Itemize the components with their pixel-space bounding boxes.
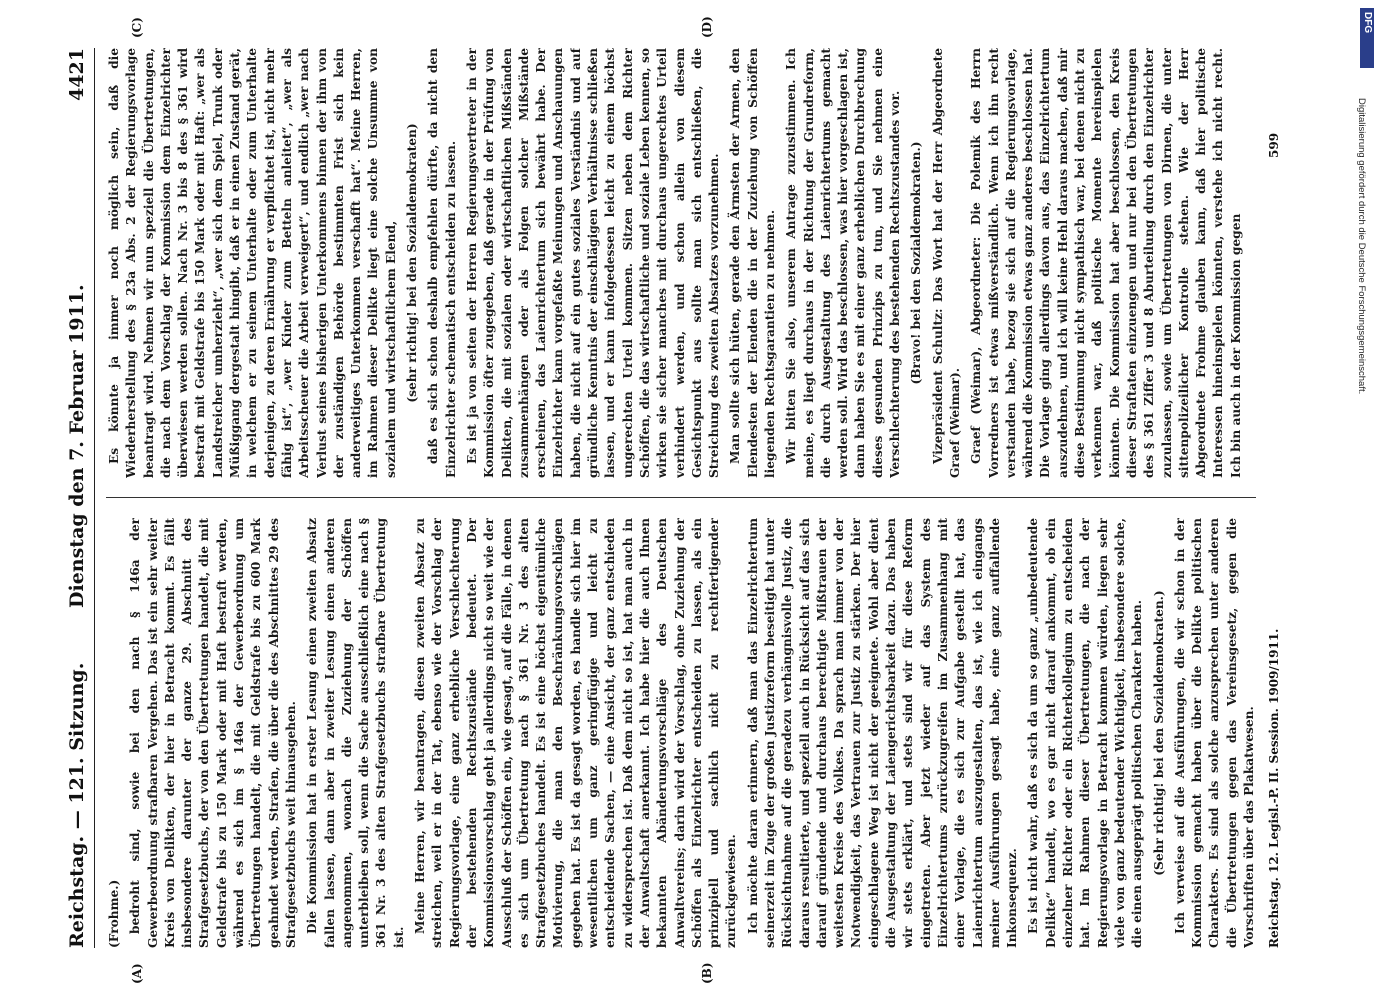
paragraph: Es ist nicht wahr, daß es sich da um so ganz „unbedeutende Delikte“ handelt, wo es gar nicht darauf ankommt, ob ein einzelner Richter oder ein Richterkollegium zu entscheiden hat. Im Rahmen dieser Übertretungen, die nach der Regierungsvorlage in Betracht kommen würden, liegen sehr viele von ganz bedeutender Wichtigkeit, insbesondere solche, die einen ausgeprägt politischen Charakter haben. — [1026, 518, 1145, 948]
paragraph: Es könnte ja immer noch möglich sein, daß die Wiederherstellung des § 23a Abs. 2 der Regierungsvorlage beantragt wird. Nehmen wir nun speziell die Übertretungen, die nach dem Vorschlag der Kommission dem Einzelrichter überwiesen werden sollen. Nach Nr. 3 bis 8 des § 361 wird bestraft mit Geldstrafe bis 150 Mark oder mit Haft: „wer als Landstreicher umherzieht“, „wer sich dem Spiel, Trunk oder Müßiggang dergestalt hingibt, daß er in einen Zustand gerät, in welchem er zu seinem Unterhalte oder zum Unterhalte derjenigen, zu deren Ernährung er verpflichtet ist, nicht mehr fähig ist“, „wer Kinder zum Betteln anleitet“, „wer als Arbeitsscheuer die Arbeit verweigert“, und endlich „wer nach Verlust seines bisherigen Unterkommens binnen der ihm von der zuständigen Behörde bestimmten Frist sich kein anderweitiges Unterkommen verschafft hat“. Meine Herren, im Rahmen dieser Delikte liegt eine solche Unsumme von sozialem und wirtschaftlichem Elend, — [107, 48, 398, 478]
margin-mark-b: (B) — [700, 962, 714, 984]
footer-session: Reichstag. 12. Legisl.-P. II. Session. 1909/1911. — [1267, 628, 1281, 948]
paragraph: bedroht sind, sowie bei den nach § 146a der Gewerbeordnung strafbaren Vergehen. Das ist ein sehr weiter Kreis von Delikten, der hier in Betracht kommt. Es fällt insbesondere darunter der ganze 29. Abschnitt des Strafgesetzbuchs, der von den Übertretungen handelt, die mit Geldstrafe bis zu 150 Mark oder mit Haft bestraft werden, während es sich im § 146a der Gewerbeordnung um Übertretungen handelt, die mit Geldstrafe bis zu 600 Mark geahndet werden, Strafen, die über die des Abschnittes 29 des Strafgesetzbuchs weit hinausgehen. — [128, 518, 298, 948]
header-date: Dienstag den 7. Februar 1911. — [66, 284, 88, 608]
paragraph: Graef (Weimar), Abgeordneter: Die Polemik des Herrn Vorredners ist etwas mißverständlich. Wenn ich ihn recht verstanden habe, bezog sie sich auf die Regierungsvorlage, während die Kommission etwas ganz anderes beschlossen hat. Die Vorlage ging allerdings davon aus, das Einzelrichtertum auszudehnen, und ich will keine Hehl daraus machen, daß mir diese Bestimmung nicht sympathisch war, bei denen nicht zu verkennen war, daß politische Momente hereinspielen könnten. Die Kommission hat aber beschlossen, den Kreis dieser Straftaten einzuengen und nur bei den Übertretungen des § 361 Ziffer 3 und 8 Aburteilung durch den Einzelrichter zuzulassen, sowie um Übertretungen von Dirnen, die unter sittenpolizeilicher Kontrolle stehen. Wie der Herr Abgeordnete Frohme glauben kann, daß hier politische Interessen hineinspielen könnten, verstehe ich nicht recht. Ich bin auch in der Kommission gegen — [969, 48, 1243, 478]
paragraph: Ich verweise auf die Ausführungen, die wir schon in der Kommission gemacht haben über die Delikte politischen Charakters. Es sind als solche anzusprechen unter anderen die Übertretungen gegen das Vereinsgesetz, gegen die Vorschriften über das Plakatwesen. — [1172, 518, 1256, 948]
digitization-notice-text: Digitalisierung gefördert durch die Deutsche Forschungsgemeinschaft. — [1356, 98, 1367, 395]
page-footer — [1263, 48, 1293, 948]
paragraph: (Sehr richtig! bei den Sozialdemokraten.) — [1151, 590, 1166, 876]
page-number: 4421 — [66, 48, 88, 101]
footer-number: 599 — [1267, 132, 1281, 158]
margin-mark-a: (A) — [130, 963, 144, 984]
paragraph: daß es sich schon deshalb empfehlen dürfte, da nicht den Einzelrichter schematisch entscheiden zu lassen. — [426, 48, 458, 478]
right-column — [106, 48, 1256, 478]
column-divider — [106, 497, 1256, 498]
paragraph: Wir bitten Sie also, unserem Antrage zuzustimmen. Ich meine, es liegt durchaus in der Richtung der Grundreform, die durch Ausgestaltung des Laienrichtertums gemacht werden soll. Wird das beschlossen, was hier vorgeschlagen ist, dann haben Sie es mit einer ganz erheblichen Durchbrechung dieses gesunden Prinzips zu tun, und Sie nehmen eine Verschlechterung des bestehenden Rechtszustandes vor. — [784, 48, 903, 478]
digitization-notice — [1356, 8, 1378, 988]
header-rule — [94, 48, 95, 948]
paragraph: Es ist ja von seiten der Herren Regierungsvertreter in der Kommission öfter zugegeben, daß gerade in der Prüfung von Delikten, die mit sozialen oder wirtschaftlichen Mißständen zusammenhängen oder als Folgen solcher Mißstände erscheinen, das Laienrichtertum sich bewährt habe. Der Einzelrichter kann vorgefaßte Meinungen und Anschauungen haben, die nicht auf ein gutes soziales Verständnis und auf gründliche Kenntnis der einschlägigen Verhältnisse schließen lassen, und er kann infolgedessen leicht zu einem höchst ungerechten Urteil kommen. Sitzen neben dem Richter Schöffen, die das wirtschaftliche und soziale Leben kennen, so wirken sie sicher manches mit durchaus ungerechtes Urteil verhindert werden, und schon allein von diesem Gesichtspunkt aus sollte man sich entschließen, die Streichung des zweiten Absatzes vorzunehmen. — [464, 48, 722, 478]
paragraph: (sehr richtig! bei den Sozialdemokraten) — [405, 123, 420, 403]
paragraph: (Bravo! bei den Sozialdemokraten.) — [909, 141, 924, 385]
margin-mark-c: (C) — [130, 17, 144, 38]
paragraph: Man sollte sich hüten, gerade den Ärmsten der Armen, den Elendesten der Elenden die in der Zuziehung von Schöffen liegenden Rechtsgarantien zu nehmen. — [728, 48, 777, 478]
paragraph: (Frohme.) — [107, 879, 121, 948]
paragraph: Ich möchte daran erinnern, daß man das Einzelrichtertum seinerzeit im Zuge der großen Justizreform beseitigt hat unter Rücksichtnahme auf die geradezu verhängnisvolle Justiz, die daraus resultierte, und speziell auch in Rücksicht auf das sich darauf gründende und durchaus berechtigte Mißtrauen der weitesten Kreise des Volkes. Da sprach man immer von der Notwendigkeit, das Vertrauen zur Justiz zu stärken. Der hier eingeschlagene Weg ist nicht der geeignete. Wohl aber dient die Ausgestaltung der Laiengerichtsbarkeit dazu. Das haben wir stets erklärt, und stets sind wir für diese Reform eingetreten. Aber jetzt wieder auf das System des Einzelrichtertums zurückzugreifen im Zusammenhang mit einer Vorlage, die es sich zur Aufgabe gestellt hat, das Laienrichtertum auszugestalten, das ist, wie ich eingangs meiner Ausführungen gesagt habe, eine ganz auffallende Inkonsequenz. — [745, 518, 1020, 948]
paragraph: Vizepräsident Schultz: Das Wort hat der Herr Abgeordnete Graef (Weimar). — [930, 48, 962, 478]
paragraph: Die Kommission hat in erster Lesung einen zweiten Absatz fallen lassen, dann aber in zweiter Lesung einen anderen angenommen, wonach die Zuziehung der Schöffen unterbleiben soll, wenn die Sache ausschließlich eine nach § 361 Nr. 3 des alten Strafgesetzbuchs strafbare Übertretung ist. — [305, 518, 406, 948]
margin-mark-d: (D) — [700, 16, 714, 38]
page-content — [60, 16, 1305, 984]
dfg-logo-text: DFG — [1362, 12, 1373, 34]
paragraph: Meine Herren, wir beantragen, diesen zweiten Absatz zu streichen, weil er in der Tat, ebenso wie der Vorschlag der Regierungsvorlage, eine ganz erhebliche Verschlechterung der bestehenden Rechtszustände bedeutet. Der Kommissionsvorschlag geht ja allerdings nicht so weit wie der Ausschluß der Schöffen ein, wie gesagt, auf die Fälle, in denen es sich um Übertretung nach § 361 Nr. 3 des alten Strafgesetzbuches handelt. Es ist eine höchst eigentümliche Motivierung, die man den Beschränkungsvorschlägen gegeben hat. Es ist da gesagt worden, es handle sich hier im wesentlichen um ganz geringfügige und leicht zu entscheidende Sachen, — eine Ansicht, der ganz entschieden zu widersprechen ist. Daß dem nicht so ist, hat man auch in der Anwaltschaft anerkannt. Ich habe hier die auch Ihnen bekannten Abänderungsvorschläge des Deutschen Anwaltvereins; darin wird der Vorschlag, ohne Zuziehung der Schöffen als Einzelrichter entscheiden zu lassen, als ein prinzipiell und sachlich nicht zu rechtfertigender zurückgewiesen. — [413, 518, 739, 948]
left-column — [106, 518, 1256, 948]
header-left: Reichstag. — 121. Sitzung. — [66, 662, 88, 948]
page-header — [60, 48, 96, 948]
